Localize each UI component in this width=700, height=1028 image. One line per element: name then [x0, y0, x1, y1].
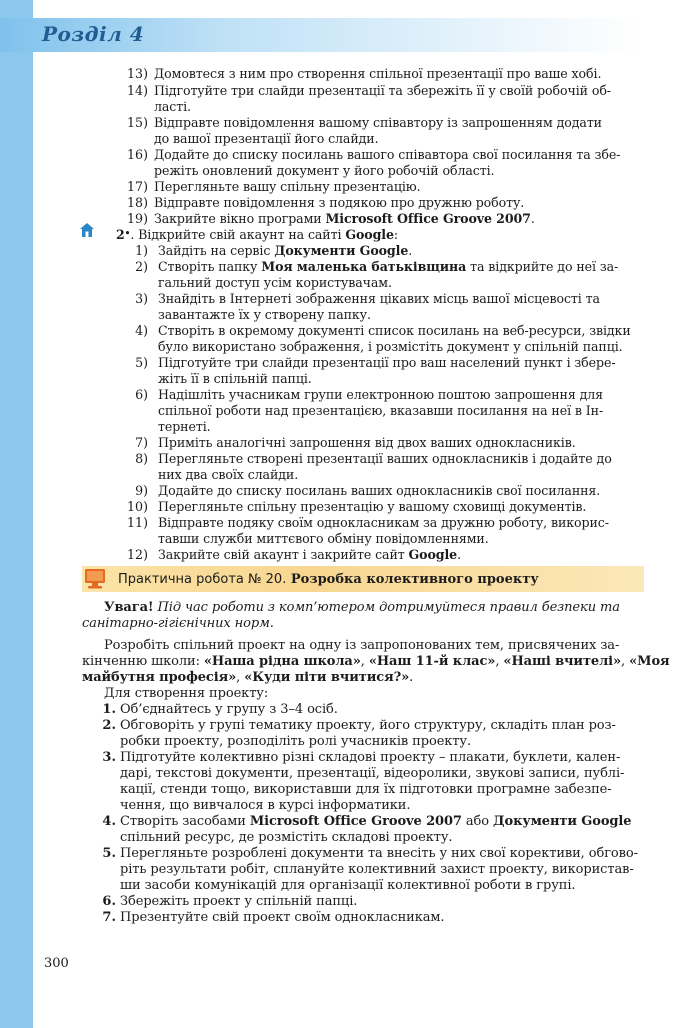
task-2-heading: 2•. Відкрийте свій акаунт на сайті Google:	[116, 227, 399, 242]
warning-line-2: санітарно-гігієнічних норм.	[82, 616, 274, 631]
step-number: 1.	[102, 702, 116, 717]
step-number: 6.	[102, 894, 116, 909]
step-text: ріть результати робіт, сплануйте колективний захист проекту, використав-	[120, 862, 634, 877]
step-number: 3.	[102, 750, 116, 765]
list-number: 7)	[135, 435, 148, 450]
list-number: 17)	[127, 179, 148, 194]
list-number: 9)	[135, 483, 148, 498]
list-number: 16)	[127, 147, 148, 162]
list-item-text: Знайдіть в Інтернеті зображення цікавих місць вашої місцевості та	[158, 291, 600, 306]
list-number: 4)	[135, 323, 148, 338]
list-item-text: Зайдіть на сервіс Документи Google.	[158, 243, 413, 258]
list-item-text: Підготуйте три слайди презентації про ваш населений пункт і збере-	[158, 355, 616, 370]
step-number: 5.	[102, 846, 116, 861]
step-text: чення, що вивчалося в курсі інформатики.	[120, 798, 411, 813]
list-number: 3)	[135, 291, 148, 306]
list-number: 12)	[127, 547, 148, 562]
list-item-text: Надішліть учасникам групи електронною поштою запрошення для	[158, 387, 603, 402]
list-item-text: Додайте до списку посилань ваших однокласників свої посилання.	[158, 483, 601, 498]
list-item-text: Відправте повідомлення з подякою про дружню роботу.	[154, 195, 525, 210]
list-item-text: спільної роботи над презентацією, вказавши посилання на неї в Ін-	[158, 403, 604, 418]
list-number: 13)	[127, 66, 148, 81]
step-text: Збережіть проект у спільній папці.	[120, 894, 358, 909]
list-item-text: Додайте до списку посилань вашого співавтора свої посилання та збе-	[154, 147, 621, 162]
warning-line-1: Увага! Під час роботи з комп’ютером дотримуйтеся правил безпеки та	[104, 600, 620, 615]
list-number: 8)	[135, 451, 148, 466]
list-item-text: Закрийте вікно програми Microsoft Office Groove 2007.	[154, 211, 535, 226]
step-text: робки проекту, розподіліть ролі учасників проекту.	[120, 734, 471, 749]
step-text: Презентуйте свій проект своїм однокласникам.	[120, 910, 445, 925]
list-item-text: Закрийте свій акаунт і закрийте сайт Google.	[158, 547, 461, 562]
list-item-text: Домовтеся з ним про створення спільної презентації про ваше хобі.	[154, 66, 602, 81]
intro-line: кінченню школи: «Наша рідна школа», «Наш 11-й клас», «Наші вчителі», «Моя	[82, 654, 670, 669]
step-number: 7.	[102, 910, 116, 925]
list-number: 18)	[127, 195, 148, 210]
page-number: 300	[44, 956, 69, 971]
list-item-text: Створіть папку Моя маленька батьківщина та відкрийте до неї за-	[158, 259, 619, 274]
list-item-text: завантажте їх у створену папку.	[158, 307, 371, 322]
practical-work-title: Практична робота № 20. Розробка колективного проекту	[118, 572, 539, 587]
chapter-title: Розділ 4	[42, 22, 145, 46]
step-text: Перегляньте розроблені документи та внесіть у них свої корективи, обгово-	[120, 846, 638, 861]
step-text: Обговоріть у групі тематику проекту, його структуру, складіть план роз-	[120, 718, 616, 733]
step-text: спільний ресурс, де розмістіть складові проекту.	[120, 830, 453, 845]
list-item-text: жіть її в спільній папці.	[158, 371, 312, 386]
list-number: 6)	[135, 387, 148, 402]
list-number: 14)	[127, 83, 148, 98]
list-item-text: Відправте подяку своїм однокласникам за дружню роботу, викорис-	[158, 515, 609, 530]
computer-monitor-icon	[84, 568, 106, 589]
step-text: ши засоби комунікацій для організації колективної роботи в групі.	[120, 878, 576, 893]
home-task-icon	[79, 222, 95, 238]
intro-line: Для створення проекту:	[104, 686, 269, 701]
list-item-text: Перегляньте спільну презентацію у вашому сховищі документів.	[158, 499, 587, 514]
list-item-text: них два своїх слайди.	[158, 467, 299, 482]
list-number: 2)	[135, 259, 148, 274]
step-text: Створіть засобами Microsoft Office Groove 2007 або Документи Google	[120, 814, 632, 829]
list-number: 19)	[127, 211, 148, 226]
step-number: 2.	[102, 718, 116, 733]
left-margin-bar	[0, 0, 33, 1028]
list-item-text: Приміть аналогічні запрошення від двох ваших однокласників.	[158, 435, 576, 450]
step-text: кації, стенди тощо, використавши для їх підготовки програмне забезпе-	[120, 782, 612, 797]
list-item-text: Перегляньте вашу спільну презентацію.	[154, 179, 421, 194]
list-number: 5)	[135, 355, 148, 370]
step-number: 4.	[102, 814, 116, 829]
intro-line: Розробіть спільний проект на одну із запропонованих тем, присвячених за-	[104, 638, 620, 653]
list-item-text: Створіть в окремому документі список посилань на веб-ресурси, звідки	[158, 323, 631, 338]
list-number: 10)	[127, 499, 148, 514]
step-text: дарі, текстові документи, презентації, відеоролики, звукові записи, публі-	[120, 766, 625, 781]
list-item-text: гальний доступ усім користувачам.	[158, 275, 392, 290]
list-item-text: Підготуйте три слайди презентації та збережіть її у своїй робочій об-	[154, 83, 611, 98]
list-item-text: тавши служби миттєвого обміну повідомленнями.	[158, 531, 489, 546]
list-item-text: ласті.	[154, 99, 191, 114]
list-item-text: Перегляньте створені презентації ваших однокласників і додайте до	[158, 451, 612, 466]
list-number: 1)	[135, 243, 148, 258]
intro-line: майбутня професія», «Куди піти вчитися?».	[82, 670, 414, 685]
list-item-text: було використано зображення, і розмістіть документ у спільній папці.	[158, 339, 623, 354]
step-text: Підготуйте колективно різні складові проекту – плакати, буклети, кален-	[120, 750, 621, 765]
list-number: 15)	[127, 115, 148, 130]
list-number: 11)	[127, 515, 148, 530]
list-item-text: до вашої презентації його слайди.	[154, 131, 379, 146]
step-text: Об’єднайтесь у групу з 3–4 осіб.	[120, 702, 338, 717]
list-item-text: тернеті.	[158, 419, 211, 434]
list-item-text: Відправте повідомлення вашому співавтору із запрошенням додати	[154, 115, 602, 130]
list-item-text: режіть оновлений документ у його робочій області.	[154, 163, 495, 178]
